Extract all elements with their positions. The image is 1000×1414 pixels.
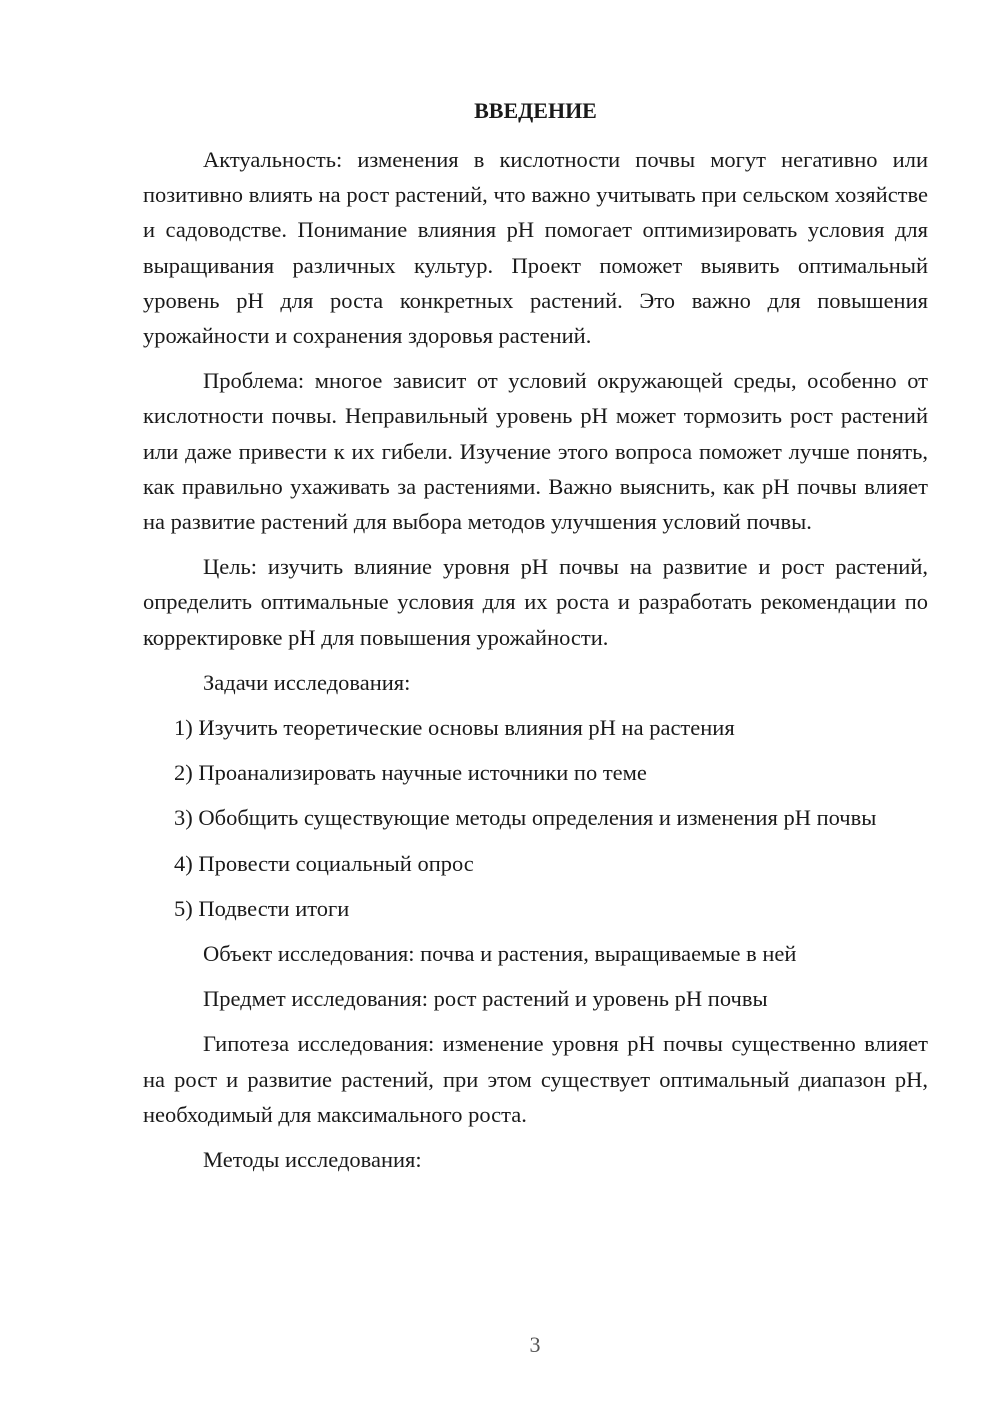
- paragraph-hypothesis: Гипотеза исследования: изменение уровня pH почвы существенно влияет на рост и развитие растений, при этом существует оптимальный диапазон pH, необходимый для максимального роста.: [143, 1031, 928, 1127]
- paragraph-relevance: Актуальность: изменения в кислотности почвы могут негативно или позитивно влиять на рост растений, что важно учитывать при сельском хозяйстве и садоводстве. Понимание влияния pH помогает оптимизировать условия для выращивания различных культур. Проект поможет выявить оптимальный уровень pH для роста конкретных растений. Это важно для повышения урожайности и сохранения здоровья растений.: [143, 147, 928, 349]
- document-body: [143, 142, 928, 1177]
- task-item: 2) Проанализировать научные источники по теме: [174, 760, 647, 786]
- task-item: 4) Провести социальный опрос: [174, 850, 474, 876]
- section-title: ВВЕДЕНИЕ: [474, 98, 597, 123]
- paragraph-object: Объект исследования: почва и растения, выращиваемые в ней: [203, 941, 797, 967]
- task-item: 5) Подвести итоги: [174, 895, 350, 921]
- paragraph-problem: Проблема: многое зависит от условий окружающей среды, особенно от кислотности почвы. Неправильный уровень pH может тормозить рост растений или даже привести к их гибели. Изучение этого вопроса поможет лучше понять, как правильно ухаживать за растениями. Важно выяснить, как pH почвы влияет на развитие растений для выбора методов улучшения условий почвы.: [143, 368, 928, 535]
- task-item: 1) Изучить теоретические основы влияния pH на растения: [174, 715, 735, 741]
- page-number: 3: [529, 1332, 541, 1357]
- methods-heading: Методы исследования:: [203, 1147, 422, 1173]
- paragraph-subject: Предмет исследования: рост растений и уровень pH почвы: [203, 986, 768, 1012]
- tasks-heading: Задачи исследования:: [203, 669, 411, 695]
- task-item: 3) Обобщить существующие методы определения и изменения pH почвы: [174, 805, 877, 831]
- paragraph-goal: Цель: изучить влияние уровня pH почвы на развитие и рост растений, определить оптимальные условия для их роста и разработать рекомендации по корректировке pH для повышения урожайности.: [143, 554, 928, 650]
